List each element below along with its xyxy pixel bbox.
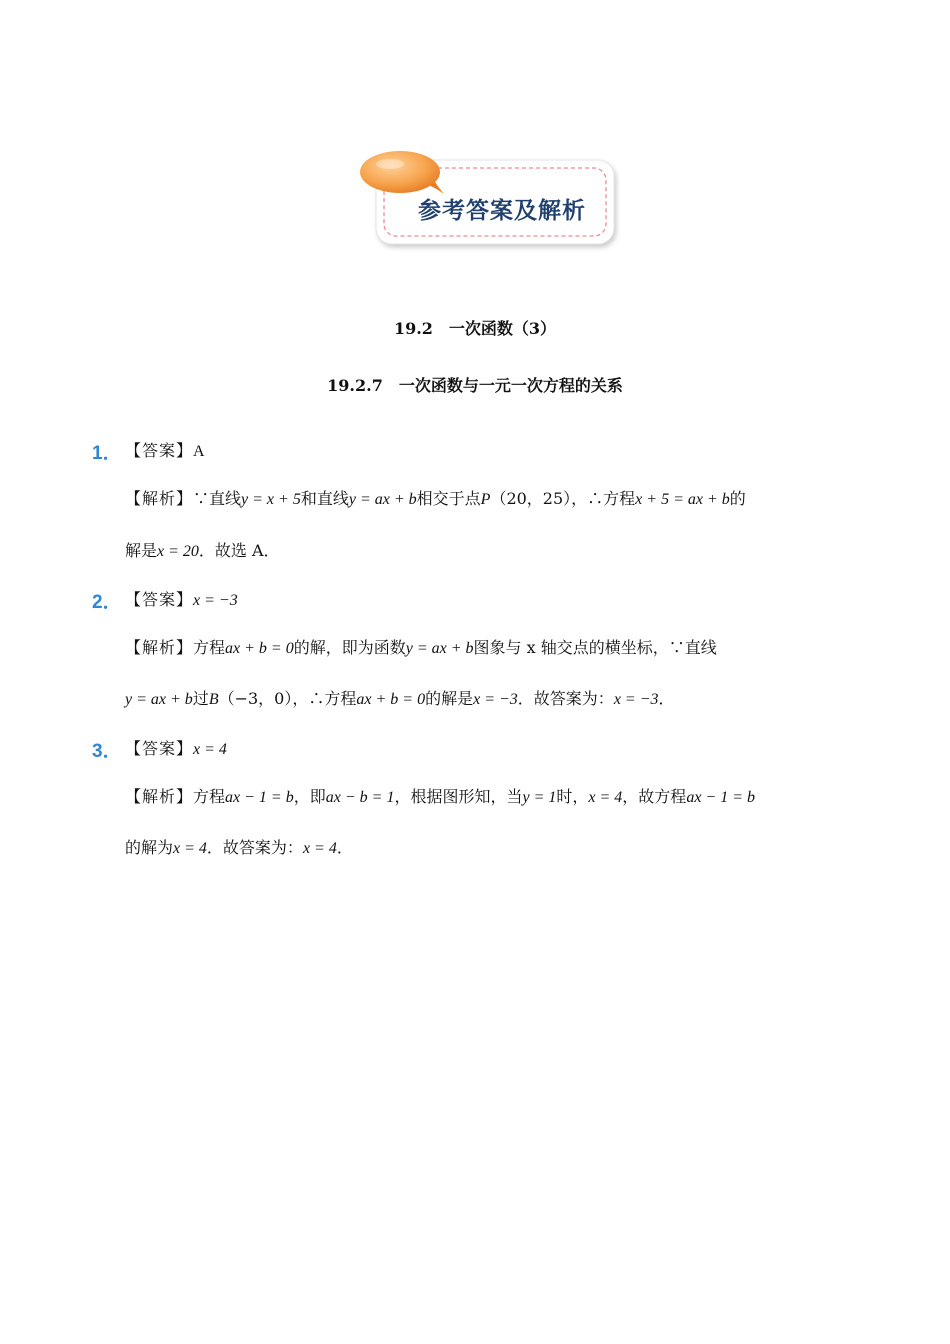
text: 解是	[125, 541, 158, 560]
text: 的解，即为函数	[293, 638, 406, 657]
math: ax − b = 1	[325, 789, 395, 806]
analysis-line	[125, 784, 755, 807]
question-number: 3．	[92, 741, 122, 762]
text: ，根据图形知，当	[394, 787, 523, 806]
answer-line	[125, 587, 238, 610]
analysis-line	[125, 635, 717, 658]
answer-value: x = −3	[193, 592, 238, 609]
math: B	[208, 691, 219, 708]
text: ，即	[293, 787, 326, 806]
answer-value: x = 4	[193, 741, 227, 758]
analysis-tag: 【解析】	[125, 638, 194, 657]
text: ．	[658, 689, 675, 708]
text: 时，	[556, 787, 589, 806]
section-subtitle: 19.2.7 一次函数与一元一次方程的关系	[327, 376, 623, 395]
math: y = ax + b	[348, 491, 417, 508]
answer-tag: 【答案】	[125, 739, 194, 758]
analysis-tag: 【解析】	[125, 787, 194, 806]
math: y = ax + b	[405, 640, 474, 657]
analysis-line	[125, 686, 675, 709]
math: P	[480, 491, 491, 508]
math: x = 20	[157, 543, 199, 560]
math: x = 4	[302, 840, 337, 857]
question-number: 1．	[92, 443, 122, 464]
text: （20，25），∴方程	[490, 489, 636, 508]
text: 的	[729, 489, 746, 508]
math: x + 5 = ax + b	[635, 491, 730, 508]
text: （−3，0），∴方程	[218, 689, 357, 708]
analysis-tag: 【解析】	[125, 489, 194, 508]
text: ．故答案为：	[517, 689, 614, 708]
answer-value: A	[193, 443, 205, 460]
question-number: 2．	[92, 592, 122, 613]
analysis-line	[125, 538, 280, 561]
text: ，故方程	[622, 787, 687, 806]
text: 方程	[193, 638, 226, 657]
text: ．故答案为：	[206, 838, 303, 857]
text: ∵直线	[193, 489, 242, 508]
math: x = −3	[613, 691, 659, 708]
section-title: 19.2 一次函数（3）	[393, 319, 557, 338]
text: 的解是	[425, 689, 474, 708]
text: 过	[192, 689, 209, 708]
math: x = −3	[473, 691, 518, 708]
math: ax − 1 = b	[686, 789, 756, 806]
text: 方程	[193, 787, 226, 806]
text: ．	[336, 838, 353, 857]
answer-line	[125, 736, 227, 759]
text: 的解为	[125, 838, 174, 857]
text: 和直线	[300, 489, 349, 508]
math: y = x + 5	[241, 491, 301, 508]
math: ax + b = 0	[225, 640, 294, 657]
analysis-line	[125, 486, 746, 509]
math: x = 4	[588, 789, 623, 806]
text: 图象与 x 轴交点的横坐标，∵直线	[473, 638, 717, 657]
math: ax − 1 = b	[225, 789, 294, 806]
math: y = 1	[522, 789, 557, 806]
text: 相交于点	[416, 489, 481, 508]
answer-banner	[356, 148, 620, 252]
text: ．故选 A．	[198, 541, 280, 560]
banner-title: 参考答案及解析	[418, 198, 586, 224]
answer-tag: 【答案】	[125, 441, 194, 460]
answer-line	[125, 438, 205, 461]
math: x = 4	[173, 840, 207, 857]
math: ax + b = 0	[356, 691, 426, 708]
analysis-line	[125, 835, 353, 858]
answer-tag: 【答案】	[125, 590, 194, 609]
math: y = ax + b	[125, 691, 193, 708]
